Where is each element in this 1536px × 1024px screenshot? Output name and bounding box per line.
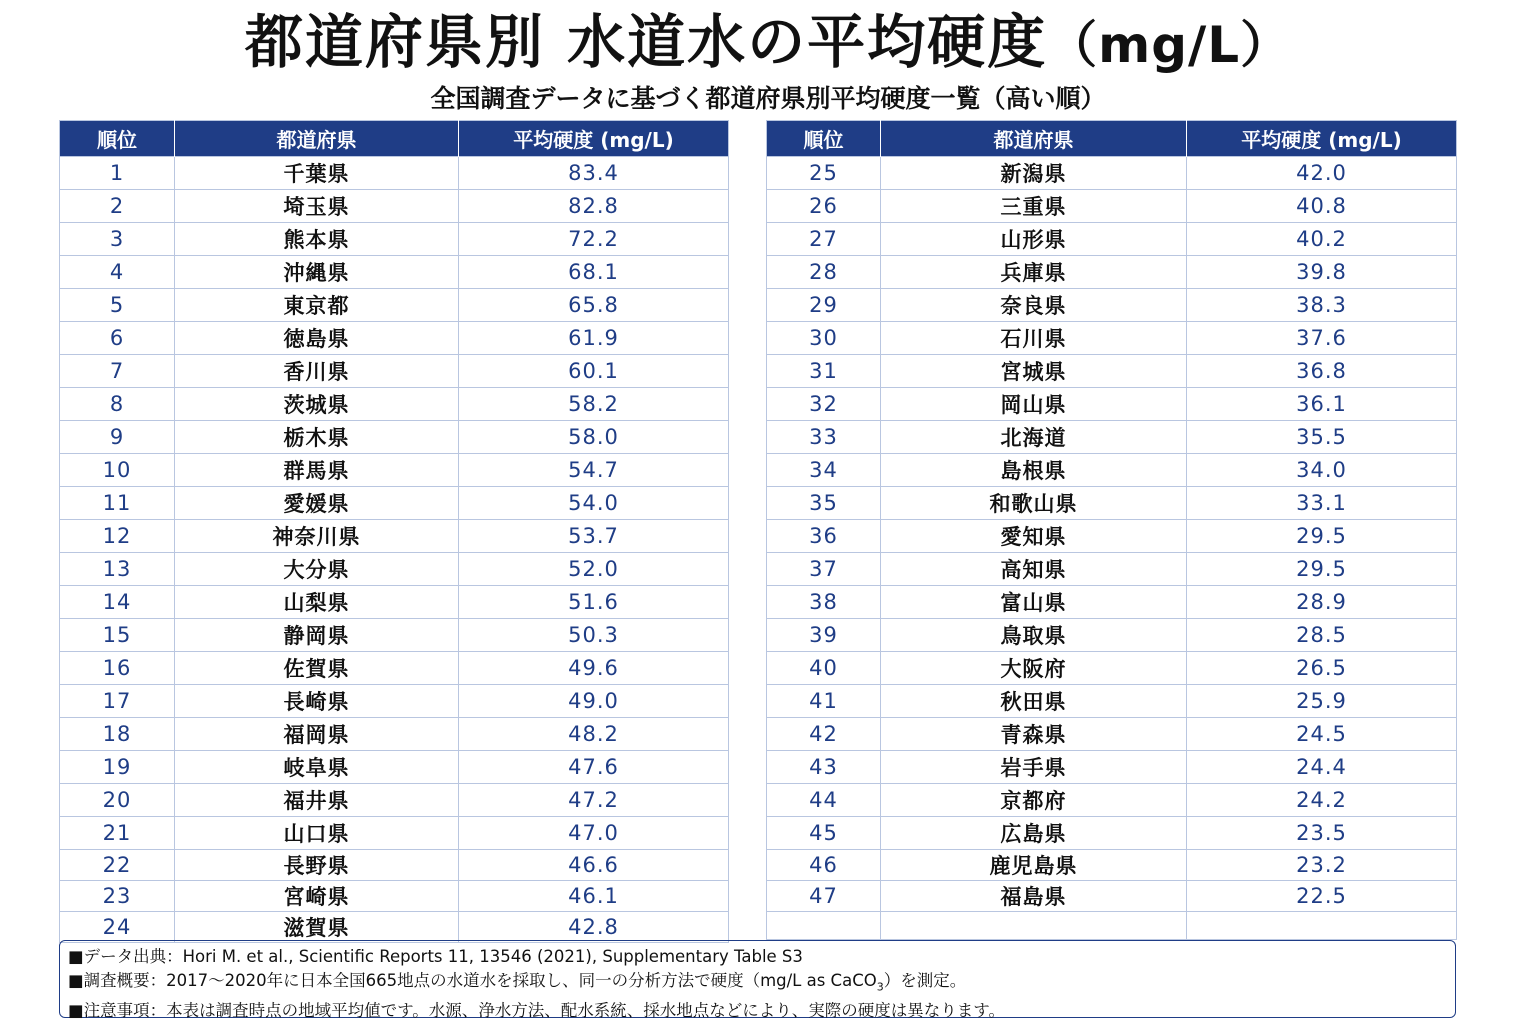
hardness-cell: 25.9 xyxy=(1187,685,1457,718)
rank-cell: 9 xyxy=(60,421,175,454)
rank-cell: 39 xyxy=(767,619,881,652)
rank-cell: 34 xyxy=(767,454,881,487)
rank-cell: 36 xyxy=(767,520,881,553)
prefecture-cell: 新潟県 xyxy=(881,157,1187,190)
prefecture-cell: 岩手県 xyxy=(881,751,1187,784)
prefecture-cell: 福井県 xyxy=(175,784,459,817)
ranking-table-left xyxy=(59,120,729,943)
table-row xyxy=(60,586,729,619)
table-row xyxy=(60,421,729,454)
table-row xyxy=(60,751,729,784)
rank-cell xyxy=(767,912,881,940)
prefecture-cell: 山形県 xyxy=(881,223,1187,256)
table-row xyxy=(767,520,1457,553)
note-overview-main: ■調査概要：2017～2020年に日本全国665地点の水道水を採取し、同一の分析方法で硬度（mg/L as CaCO xyxy=(68,971,877,990)
rank-cell: 46 xyxy=(767,850,881,881)
prefecture-cell: 静岡県 xyxy=(175,619,459,652)
rank-cell: 13 xyxy=(60,553,175,586)
table-row xyxy=(767,322,1457,355)
table-header-row xyxy=(767,121,1457,157)
table-row xyxy=(767,289,1457,322)
ranking-table-right xyxy=(766,120,1457,940)
rank-cell: 29 xyxy=(767,289,881,322)
rank-cell: 24 xyxy=(60,912,175,943)
note-caution: ■注意事項：本表は調査時点の地域平均値です。水源、浄水方法、配水系統、採水地点などにより、実際の硬度は異なります。 xyxy=(68,1001,1005,1021)
hardness-cell: 24.2 xyxy=(1187,784,1457,817)
table-row xyxy=(60,256,729,289)
prefecture-cell: 宮城県 xyxy=(881,355,1187,388)
table-row xyxy=(60,850,729,881)
prefecture-cell: 秋田県 xyxy=(881,685,1187,718)
hardness-cell: 53.7 xyxy=(459,520,729,553)
rank-cell: 38 xyxy=(767,586,881,619)
prefecture-cell: 神奈川県 xyxy=(175,520,459,553)
title-main: 都道府県別 水道水の平均硬度 xyxy=(244,8,1048,76)
hardness-cell: 58.2 xyxy=(459,388,729,421)
table-row xyxy=(60,784,729,817)
hardness-cell: 83.4 xyxy=(459,157,729,190)
hardness-cell: 49.6 xyxy=(459,652,729,685)
hardness-cell: 38.3 xyxy=(1187,289,1457,322)
rank-cell: 43 xyxy=(767,751,881,784)
title-unit: （mg/L） xyxy=(1047,16,1292,74)
table-row xyxy=(767,586,1457,619)
hardness-cell: 22.5 xyxy=(1187,881,1457,912)
prefecture-cell: 愛知県 xyxy=(881,520,1187,553)
rank-cell: 35 xyxy=(767,487,881,520)
hardness-cell: 36.8 xyxy=(1187,355,1457,388)
column-header-rank: 順位 xyxy=(767,121,881,157)
rank-cell: 11 xyxy=(60,487,175,520)
rank-cell: 40 xyxy=(767,652,881,685)
prefecture-cell: 福岡県 xyxy=(175,718,459,751)
hardness-cell: 54.0 xyxy=(459,487,729,520)
prefecture-cell: 岡山県 xyxy=(881,388,1187,421)
table-row xyxy=(767,850,1457,881)
prefecture-cell: 富山県 xyxy=(881,586,1187,619)
rank-cell: 7 xyxy=(60,355,175,388)
prefecture-cell: 群馬県 xyxy=(175,454,459,487)
prefecture-cell: 茨城県 xyxy=(175,388,459,421)
hardness-cell: 48.2 xyxy=(459,718,729,751)
rank-cell: 26 xyxy=(767,190,881,223)
table-row xyxy=(60,289,729,322)
table-row xyxy=(767,619,1457,652)
prefecture-cell: 京都府 xyxy=(881,784,1187,817)
table-row xyxy=(767,881,1457,912)
table-row xyxy=(60,322,729,355)
table-row xyxy=(60,881,729,912)
hardness-cell: 42.8 xyxy=(459,912,729,943)
hardness-cell: 28.9 xyxy=(1187,586,1457,619)
rank-cell: 16 xyxy=(60,652,175,685)
table-row xyxy=(60,157,729,190)
column-header-hardness: 平均硬度 (mg/L) xyxy=(459,121,729,157)
rank-cell: 31 xyxy=(767,355,881,388)
hardness-cell: 40.2 xyxy=(1187,223,1457,256)
hardness-cell: 50.3 xyxy=(459,619,729,652)
prefecture-cell: 沖縄県 xyxy=(175,256,459,289)
rank-cell: 5 xyxy=(60,289,175,322)
table-row xyxy=(60,190,729,223)
note-overview xyxy=(68,969,1447,999)
prefecture-cell: 長崎県 xyxy=(175,685,459,718)
table-row xyxy=(60,223,729,256)
table-row xyxy=(60,487,729,520)
prefecture-cell: 山口県 xyxy=(175,817,459,850)
table-row xyxy=(60,817,729,850)
page-subtitle: 全国調査データに基づく都道府県別平均硬度一覧（高い順） xyxy=(430,84,1106,113)
rank-cell: 17 xyxy=(60,685,175,718)
rank-cell: 44 xyxy=(767,784,881,817)
prefecture-cell: 和歌山県 xyxy=(881,487,1187,520)
prefecture-cell: 栃木県 xyxy=(175,421,459,454)
prefecture-cell: 兵庫県 xyxy=(881,256,1187,289)
hardness-cell: 26.5 xyxy=(1187,652,1457,685)
hardness-cell: 42.0 xyxy=(1187,157,1457,190)
page-title xyxy=(0,4,1536,83)
rank-cell: 10 xyxy=(60,454,175,487)
table-row xyxy=(60,652,729,685)
hardness-cell: 39.8 xyxy=(1187,256,1457,289)
rank-cell: 6 xyxy=(60,322,175,355)
hardness-cell: 52.0 xyxy=(459,553,729,586)
prefecture-cell: 石川県 xyxy=(881,322,1187,355)
hardness-cell: 82.8 xyxy=(459,190,729,223)
table-row xyxy=(767,912,1457,940)
table-row xyxy=(767,718,1457,751)
table-row xyxy=(60,355,729,388)
table-row xyxy=(60,520,729,553)
rank-cell: 12 xyxy=(60,520,175,553)
table-row xyxy=(767,355,1457,388)
hardness-cell: 33.1 xyxy=(1187,487,1457,520)
rank-cell: 23 xyxy=(60,881,175,912)
rank-cell: 20 xyxy=(60,784,175,817)
prefecture-cell: 愛媛県 xyxy=(175,487,459,520)
prefecture-cell: 鹿児島県 xyxy=(881,850,1187,881)
note-source: ■データ出典：Hori M. et al., Scientific Reports 11, 13546 (2021), Supplementary Table S3 xyxy=(68,947,803,966)
table-row xyxy=(767,487,1457,520)
table-row xyxy=(767,454,1457,487)
note-overview-end: ）を測定。 xyxy=(883,971,967,990)
hardness-cell: 40.8 xyxy=(1187,190,1457,223)
hardness-cell: 34.0 xyxy=(1187,454,1457,487)
prefecture-cell: 東京都 xyxy=(175,289,459,322)
hardness-cell: 58.0 xyxy=(459,421,729,454)
hardness-cell: 47.0 xyxy=(459,817,729,850)
hardness-cell: 47.2 xyxy=(459,784,729,817)
rank-cell: 30 xyxy=(767,322,881,355)
rank-cell: 8 xyxy=(60,388,175,421)
rank-cell: 45 xyxy=(767,817,881,850)
table-row xyxy=(60,388,729,421)
table-row xyxy=(767,751,1457,784)
hardness-cell: 24.4 xyxy=(1187,751,1457,784)
rank-cell: 14 xyxy=(60,586,175,619)
table-row xyxy=(60,553,729,586)
table-row xyxy=(767,652,1457,685)
note-overview-subscript: 3 xyxy=(876,980,884,994)
hardness-cell: 46.1 xyxy=(459,881,729,912)
prefecture-cell: 山梨県 xyxy=(175,586,459,619)
prefecture-cell xyxy=(881,912,1187,940)
table-row xyxy=(767,685,1457,718)
rank-cell: 3 xyxy=(60,223,175,256)
table-row xyxy=(767,553,1457,586)
column-header-hardness: 平均硬度 (mg/L) xyxy=(1187,121,1457,157)
table-row xyxy=(767,421,1457,454)
prefecture-cell: 高知県 xyxy=(881,553,1187,586)
prefecture-cell: 長野県 xyxy=(175,850,459,881)
table-row xyxy=(60,912,729,943)
table-row xyxy=(767,190,1457,223)
rank-cell: 22 xyxy=(60,850,175,881)
rank-cell: 42 xyxy=(767,718,881,751)
prefecture-cell: 奈良県 xyxy=(881,289,1187,322)
hardness-cell: 68.1 xyxy=(459,256,729,289)
hardness-cell xyxy=(1187,912,1457,940)
column-header-prefecture: 都道府県 xyxy=(881,121,1187,157)
rank-cell: 19 xyxy=(60,751,175,784)
table-header-row xyxy=(60,121,729,157)
table-row xyxy=(767,256,1457,289)
rank-cell: 32 xyxy=(767,388,881,421)
table-row xyxy=(60,685,729,718)
hardness-cell: 29.5 xyxy=(1187,553,1457,586)
table-row xyxy=(767,157,1457,190)
table-row xyxy=(767,784,1457,817)
prefecture-cell: 大阪府 xyxy=(881,652,1187,685)
rank-cell: 1 xyxy=(60,157,175,190)
rank-cell: 47 xyxy=(767,881,881,912)
hardness-cell: 28.5 xyxy=(1187,619,1457,652)
table-row xyxy=(60,619,729,652)
prefecture-cell: 青森県 xyxy=(881,718,1187,751)
prefecture-cell: 佐賀県 xyxy=(175,652,459,685)
rank-cell: 18 xyxy=(60,718,175,751)
hardness-cell: 54.7 xyxy=(459,454,729,487)
rank-cell: 28 xyxy=(767,256,881,289)
prefecture-cell: 広島県 xyxy=(881,817,1187,850)
prefecture-cell: 熊本県 xyxy=(175,223,459,256)
prefecture-cell: 三重県 xyxy=(881,190,1187,223)
prefecture-cell: 徳島県 xyxy=(175,322,459,355)
hardness-cell: 49.0 xyxy=(459,685,729,718)
prefecture-cell: 島根県 xyxy=(881,454,1187,487)
rank-cell: 27 xyxy=(767,223,881,256)
prefecture-cell: 埼玉県 xyxy=(175,190,459,223)
prefecture-cell: 北海道 xyxy=(881,421,1187,454)
hardness-cell: 24.5 xyxy=(1187,718,1457,751)
column-header-rank: 順位 xyxy=(60,121,175,157)
table-row xyxy=(767,817,1457,850)
table-row xyxy=(767,223,1457,256)
table-row xyxy=(60,718,729,751)
notes-box xyxy=(59,940,1456,1021)
rank-cell: 37 xyxy=(767,553,881,586)
hardness-cell: 36.1 xyxy=(1187,388,1457,421)
hardness-cell: 47.6 xyxy=(459,751,729,784)
table-row xyxy=(767,388,1457,421)
table-row xyxy=(60,454,729,487)
hardness-cell: 51.6 xyxy=(459,586,729,619)
hardness-cell: 61.9 xyxy=(459,322,729,355)
prefecture-cell: 鳥取県 xyxy=(881,619,1187,652)
hardness-cell: 72.2 xyxy=(459,223,729,256)
rank-cell: 15 xyxy=(60,619,175,652)
hardness-cell: 23.5 xyxy=(1187,817,1457,850)
rank-cell: 33 xyxy=(767,421,881,454)
hardness-cell: 60.1 xyxy=(459,355,729,388)
rank-cell: 2 xyxy=(60,190,175,223)
prefecture-cell: 岐阜県 xyxy=(175,751,459,784)
column-header-prefecture: 都道府県 xyxy=(175,121,459,157)
prefecture-cell: 香川県 xyxy=(175,355,459,388)
hardness-cell: 23.2 xyxy=(1187,850,1457,881)
hardness-cell: 37.6 xyxy=(1187,322,1457,355)
rank-cell: 41 xyxy=(767,685,881,718)
hardness-cell: 29.5 xyxy=(1187,520,1457,553)
hardness-cell: 65.8 xyxy=(459,289,729,322)
prefecture-cell: 滋賀県 xyxy=(175,912,459,943)
prefecture-cell: 大分県 xyxy=(175,553,459,586)
rank-cell: 25 xyxy=(767,157,881,190)
prefecture-cell: 千葉県 xyxy=(175,157,459,190)
hardness-cell: 35.5 xyxy=(1187,421,1457,454)
prefecture-cell: 福島県 xyxy=(881,881,1187,912)
rank-cell: 21 xyxy=(60,817,175,850)
hardness-cell: 46.6 xyxy=(459,850,729,881)
rank-cell: 4 xyxy=(60,256,175,289)
prefecture-cell: 宮崎県 xyxy=(175,881,459,912)
